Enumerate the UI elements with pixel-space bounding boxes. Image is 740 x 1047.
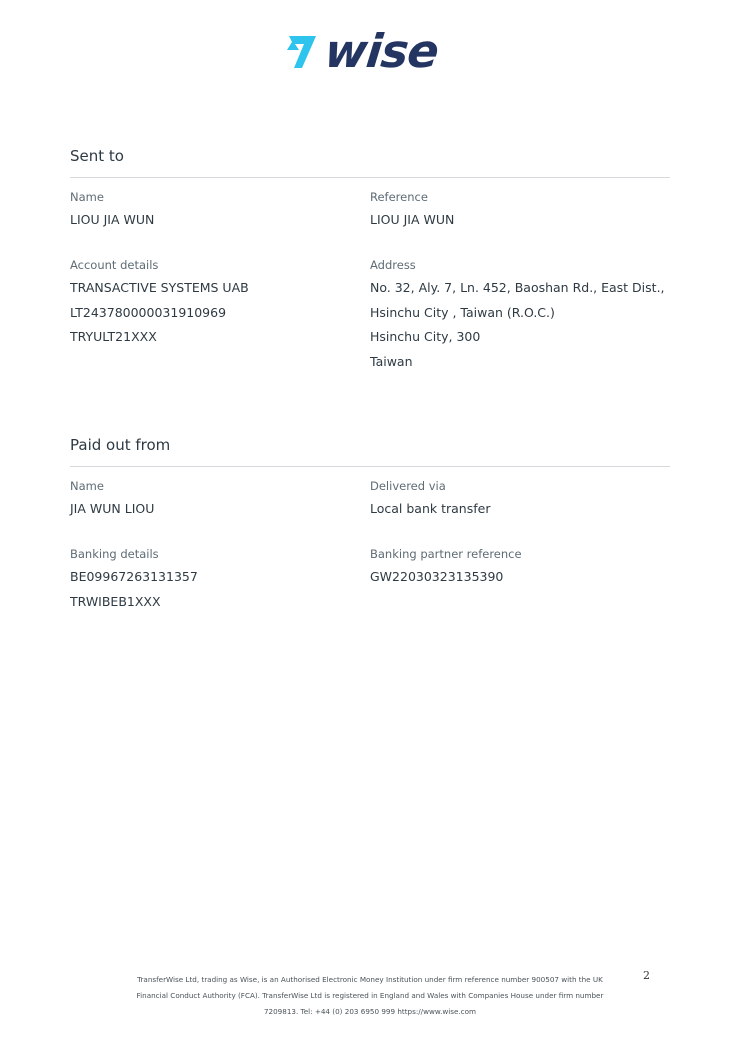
address-line: Hsinchu City , Taiwan (R.O.C.): [370, 304, 555, 320]
sent-to-name-field: [70, 190, 370, 233]
sent-to-divider: [70, 177, 670, 178]
address-line: No. 32, Aly. 7, Ln. 452, Baoshan Rd., East Dist.,: [370, 280, 665, 295]
paid-out-from-divider: [70, 466, 670, 467]
sent-to-name-label: Name: [70, 190, 104, 204]
account-details-line: TRANSACTIVE SYSTEMS UAB: [70, 280, 249, 295]
paid-out-name-label: Name: [70, 479, 104, 493]
delivered-via-value: Local bank transfer: [370, 501, 491, 516]
paid-out-name-field: [70, 479, 370, 522]
partner-reference-value: GW22030323135390: [370, 569, 504, 584]
footer-line: Financial Conduct Authority (FCA). TransferWise Ltd is registered in England and Wales with Companies House under firm number: [136, 991, 604, 1000]
page-number: 2: [643, 969, 650, 982]
address-line: Hsinchu City, 300: [370, 329, 481, 344]
address-label: Address: [370, 258, 416, 272]
banking-details-field: [70, 547, 370, 614]
sent-to-reference-label: Reference: [370, 190, 428, 204]
partner-reference-field: [370, 547, 670, 590]
address-field: [370, 258, 670, 374]
partner-reference-label: Banking partner reference: [370, 547, 522, 561]
sent-to-title: Sent to: [70, 147, 124, 165]
account-details-label: Account details: [70, 258, 159, 272]
footer-line: 7209813. Tel: +44 (0) 203 6950 999 https://www.wise.com: [263, 1007, 477, 1016]
wise-flag-icon: [283, 32, 317, 70]
wise-logo: [283, 24, 459, 78]
paid-out-name-value: JIA WUN LIOU: [70, 501, 155, 516]
sent-to-section: [70, 147, 670, 369]
paid-out-from-section: [70, 436, 670, 609]
sent-to-reference-value: LIOU JIA WUN: [370, 212, 455, 227]
banking-details-line: TRWIBEB1XXX: [70, 593, 161, 609]
account-details-line: TRYULT21XXX: [70, 329, 157, 344]
delivered-via-field: [370, 479, 670, 522]
delivered-via-label: Delivered via: [370, 479, 446, 493]
account-details-field: [70, 258, 370, 350]
sent-to-reference-field: [370, 190, 670, 233]
address-line: Taiwan: [370, 353, 413, 369]
banking-details-label: Banking details: [70, 547, 159, 561]
wise-wordmark: wise: [322, 24, 441, 78]
banking-details-line: BE09967263131357: [70, 569, 198, 584]
sent-to-name-value: LIOU JIA WUN: [70, 212, 155, 227]
paid-out-from-title: Paid out from: [70, 436, 171, 454]
footer-line: TransferWise Ltd, trading as Wise, is an Authorised Electronic Money Institution under firm reference number 900507 with the UK: [137, 975, 603, 984]
legal-footer: [100, 972, 640, 1020]
account-details-line: LT243780000031910969: [70, 304, 227, 320]
